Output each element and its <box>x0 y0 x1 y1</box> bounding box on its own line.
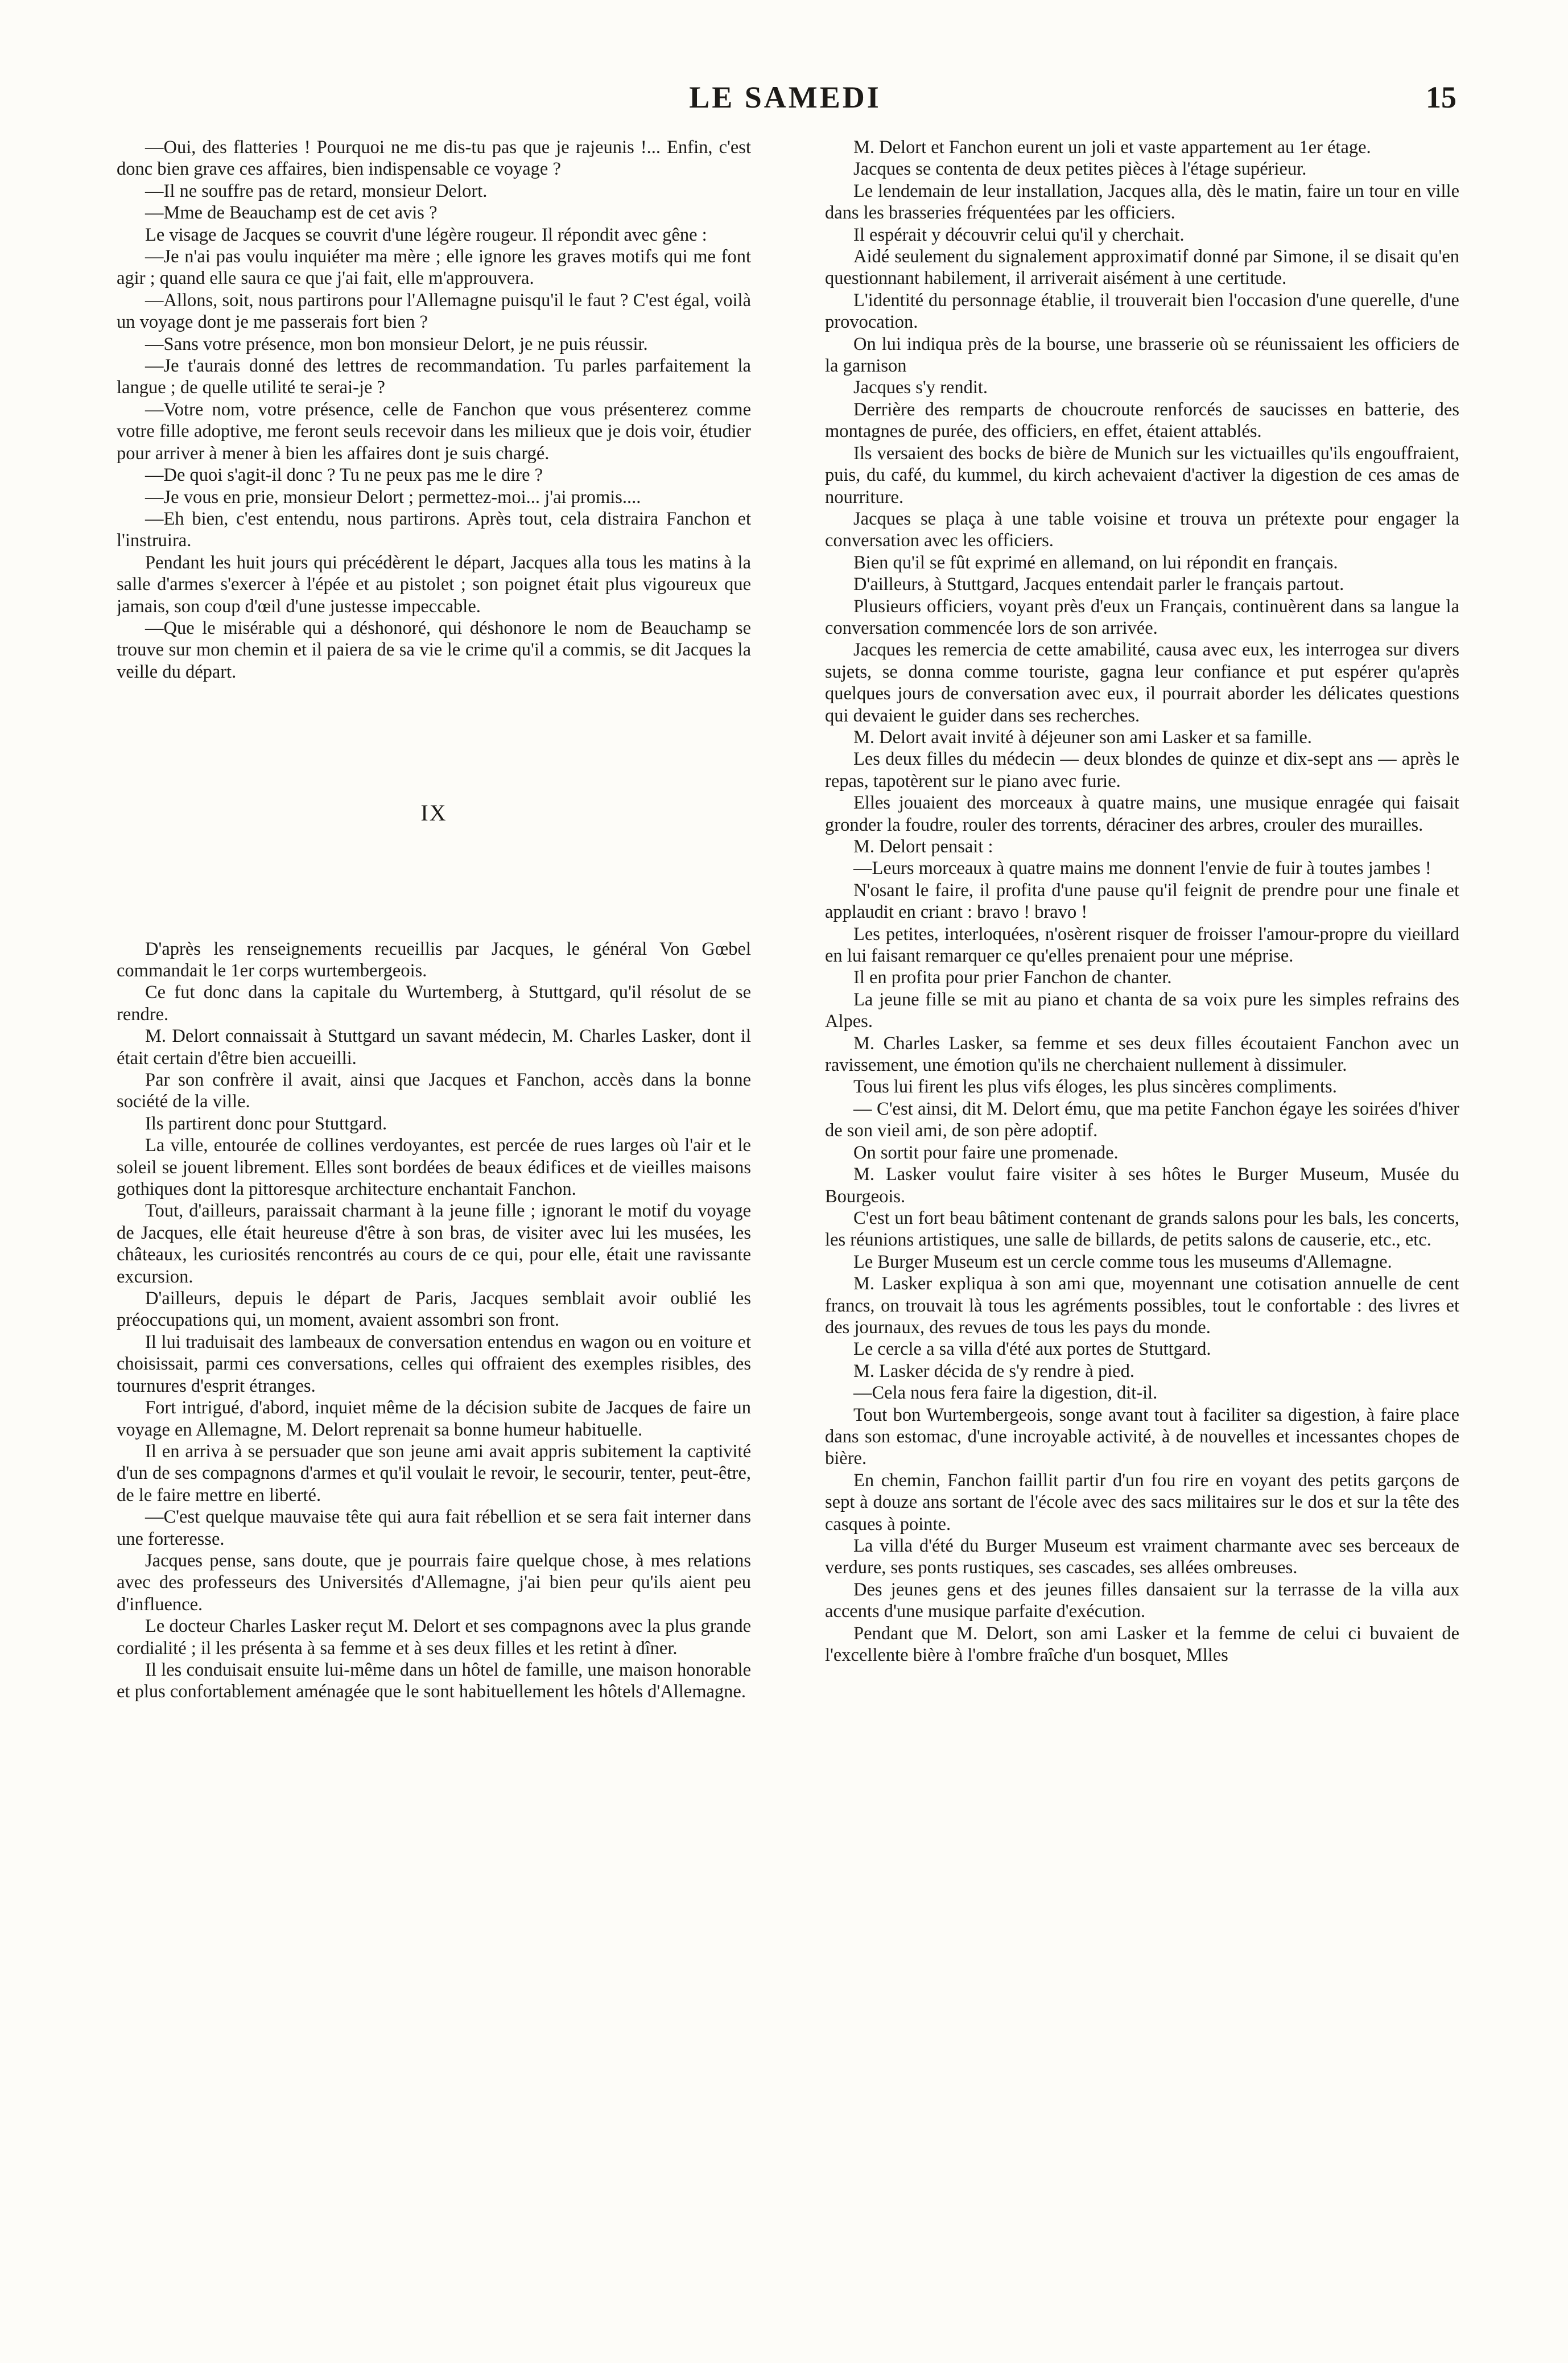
paragraph: Derrière des remparts de choucroute renforcés de saucisses en batterie, des montagnes de purée, des officiers, en effet, étaient attablés. <box>825 399 1459 442</box>
paragraph: —Je t'aurais donné des lettres de recommandation. Tu parles parfaitement la langue ; de quelle utilité te serai-je ? <box>117 356 751 398</box>
paragraph: —Eh bien, c'est entendu, nous partirons. Après tout, cela distraira Fanchon et l'instruira. <box>117 508 751 551</box>
paragraph: —Je vous en prie, monsieur Delort ; permettez-moi... j'ai promis.... <box>145 486 641 508</box>
page-header <box>114 80 1456 125</box>
paragraph: Aidé seulement du signalement approximatif donné par Simone, il se disait qu'en questionnant habilement, il arriverait aisément à une certitude. <box>825 246 1459 289</box>
paragraph: C'est un fort beau bâtiment contenant de grands salons pour les bals, les concerts, les réunions artistiques, une salle de billards, de petits salons de causerie, etc., etc. <box>825 1207 1459 1251</box>
paragraph: Elles jouaient des morceaux à quatre mains, une musique enragée qui faisait gronder la foudre, rouler des torrents, déraciner des arbres, crouler des murailles. <box>825 793 1459 835</box>
paragraph: Il les conduisait ensuite lui-même dans un hôtel de famille, une maison honorable et plus confortablement aménagée que le sont habituellement les hôtels d'Allemagne. <box>117 1659 751 1702</box>
paragraph: Ils partirent donc pour Stuttgard. <box>145 1113 387 1134</box>
left-column-opening-text <box>117 137 751 683</box>
paragraph: Le Burger Museum est un cercle comme tous les museums d'Allemagne. <box>853 1251 1392 1272</box>
paragraph: La villa d'été du Burger Museum est vraiment charmante avec ses berceaux de verdure, ses ponts rustiques, ses cascades, ses allées ombreuses. <box>825 1536 1459 1578</box>
paragraph: Fort intrigué, d'abord, inquiet même de la décision subite de Jacques de faire un voyage en Allemagne, M. Delort reprenait sa bonne humeur habituelle. <box>117 1397 751 1440</box>
paragraph: Jacques se plaça à une table voisine et trouva un prétexte pour engager la conversation avec les officiers. <box>825 508 1459 551</box>
paragraph: Bien qu'il se fût exprimé en allemand, on lui répondit en français. <box>853 552 1338 573</box>
running-title: LE SAMEDI <box>689 80 881 114</box>
paragraph: M. Lasker voulut faire visiter à ses hôtes le Burger Museum, Musée du Bourgeois. <box>825 1164 1459 1207</box>
paragraph: M. Charles Lasker, sa femme et ses deux filles écoutaient Fanchon avec un ravissement, une émotion qu'ils ne cherchaient nullement à dissimuler. <box>825 1033 1459 1076</box>
paragraph: En chemin, Fanchon faillit partir d'un fou rire en voyant des petits garçons de sept à douze ans sortant de l'école avec des sacs militaires sur le dos et sur la tête des casques à pointe. <box>825 1470 1459 1535</box>
paragraph: Tous lui firent les plus vifs éloges, les plus sincères compliments. <box>853 1077 1337 1098</box>
paragraph: —Leurs morceaux à quatre mains me donnent l'envie de fuir à toutes jambes ! <box>853 858 1431 879</box>
paragraph: D'après les renseignements recueillis par Jacques, le général Von Gœbel commandait le 1er corps wurtembergeois. <box>117 938 751 981</box>
paragraph: —Que le misérable qui a déshonoré, qui déshonore le nom de Beauchamp se trouve sur mon chemin et il paiera de sa vie le crime qu'il a commis, se dit Jacques la veille du départ. <box>117 617 751 682</box>
paragraph: Il en profita pour prier Fanchon de chanter. <box>853 967 1172 988</box>
paragraph: M. Delort avait invité à déjeuner son ami Lasker et sa famille. <box>853 727 1312 748</box>
paragraph: Jacques se contenta de deux petites pièces à l'étage supérieur. <box>853 159 1307 180</box>
paragraph: Le lendemain de leur installation, Jacques alla, dès le matin, faire un tour en ville dans les brasseries fréquentées par les officiers. <box>825 180 1459 224</box>
paragraph: —Mme de Beauchamp est de cet avis ? <box>145 203 438 224</box>
paragraph: La jeune fille se mit au piano et chanta de sa voix pure les simples refrains des Alpes. <box>825 989 1459 1032</box>
paragraph: M. Lasker décida de s'y rendre à pied. <box>853 1360 1135 1381</box>
paragraph: Jacques pense, sans doute, que je pourrais faire quelque chose, à mes relations avec des professeurs des Universités d'Allemagne, j'ai bien peur qu'ils aient peu d'influence. <box>117 1550 751 1615</box>
paragraph: Le visage de Jacques se couvrit d'une légère rougeur. Il répondit avec gêne : <box>145 224 707 245</box>
paragraph: Pendant les huit jours qui précédèrent le départ, Jacques alla tous les matins à la salle d'armes s'exercer à l'épée et au pistolet ; son poignet était plus vigoureux que jamais, son coup d'œil d'une justesse impeccable. <box>117 552 751 617</box>
paragraph: Jacques les remercia de cette amabilité, causa avec eux, les interrogea sur divers sujets, se donna comme touriste, gagna leur confiance et put espérer qu'après quelques jours de conversation avec eux, il pourrait aborder les délicates questions qui devaient le guider dans ses recherches. <box>825 640 1459 726</box>
paragraph: Des jeunes gens et des jeunes filles dansaient sur la terrasse de la villa aux accents d'une musique parfaite d'exécution. <box>825 1579 1459 1622</box>
paragraph: N'osant le faire, il profita d'une pause qu'il feignit de prendre pour une finale et applaudit en criant : bravo ! bravo ! <box>825 880 1459 923</box>
paragraph: —Je n'ai pas voulu inquiéter ma mère ; elle ignore les graves motifs qui me font agir ; quand elle saura ce que j'ai fait, elle m'approuvera. <box>117 246 751 289</box>
paragraph: — C'est ainsi, dit M. Delort ému, que ma petite Fanchon égaye les soirées d'hiver de son vieil ami, de son père adoptif. <box>825 1098 1459 1141</box>
paragraph: Ils versaient des bocks de bière de Munich sur les victuailles qu'ils engouffraient, puis, du café, du kummel, du kirch achevaient d'activer la digestion de ces amas de nourriture. <box>825 443 1459 508</box>
paragraph: On sortit pour faire une promenade. <box>853 1142 1119 1163</box>
paragraph: —Oui, des flatteries ! Pourquoi ne me dis-tu pas que je rajeunis !... Enfin, c'est donc bien grave ces affaires, bien indispensable ce voyage ? <box>117 137 751 180</box>
paragraph: —Il ne souffre pas de retard, monsieur Delort. <box>145 180 488 201</box>
paragraph: Jacques s'y rendit. <box>853 377 988 398</box>
paragraph: Pendant que M. Delort, son ami Lasker et la femme de celui ci buvaient de l'excellente bière à l'ombre fraîche d'un bosquet, Mlles <box>825 1623 1459 1666</box>
right-column <box>825 137 1459 2321</box>
paragraph: Plusieurs officiers, voyant près d'eux un Français, continuèrent dans sa langue la conversation commencée lors de son arrivée. <box>825 596 1459 638</box>
paragraph: Les petites, interloquées, n'osèrent risquer de froisser l'amour-propre du vieillard en lui faisant remarquer ce qu'elles prenaient pour une méprise. <box>825 923 1459 967</box>
paragraph: Tout, d'ailleurs, paraissait charmant à la jeune fille ; ignorant le motif du voyage de Jacques, elle était heureuse d'être à son bras, de visiter avec lui les musées, les châteaux, les curiosités rencontrés au cours de ce qui, pour elle, était une ravissante excursion. <box>117 1201 751 1287</box>
paragraph: Le docteur Charles Lasker reçut M. Delort et ses compagnons avec la plus grande cordialité ; il les présenta à sa femme et à ses deux filles et les retint à dîner. <box>117 1616 751 1659</box>
paragraph: Ce fut donc dans la capitale du Wurtemberg, à Stuttgard, qu'il résolut de se rendre. <box>117 982 751 1025</box>
paragraph: M. Delort et Fanchon eurent un joli et vaste appartement au 1er étage. <box>853 137 1371 158</box>
paragraph: —De quoi s'agit-il donc ? Tu ne peux pas me le dire ? <box>145 465 543 486</box>
paragraph: Par son confrère il avait, ainsi que Jacques et Fanchon, accès dans la bonne société de la ville. <box>117 1070 751 1112</box>
paragraph: —Allons, soit, nous partirons pour l'Allemagne puisqu'il le faut ? C'est égal, voilà un voyage dont je me passerais fort bien ? <box>117 290 751 333</box>
right-column-text <box>825 137 1459 1666</box>
paragraph: Le cercle a sa villa d'été aux portes de Stuttgard. <box>853 1339 1211 1360</box>
paragraph: L'identité du personnage établie, il trouverait bien l'occasion d'une querelle, d'une provocation. <box>825 290 1459 333</box>
left-column-chapter-text <box>117 938 751 1703</box>
paragraph: D'ailleurs, depuis le départ de Paris, Jacques semblait avoir oublié les préoccupations qui, un moment, avaient assombri son front. <box>117 1288 751 1331</box>
paragraph: Les deux filles du médecin — deux blondes de quinze et dix-sept ans — après le repas, tapotèrent sur le piano avec furie. <box>825 749 1459 791</box>
chapter-heading: IX <box>420 800 447 826</box>
paragraph: Il espérait y découvrir celui qu'il y cherchait. <box>853 224 1185 245</box>
paragraph: —C'est quelque mauvaise tête qui aura fait rébellion et se sera fait interner dans une forteresse. <box>117 1507 751 1549</box>
paragraph: On lui indiqua près de la bourse, une brasserie où se réunissaient les officiers de la garnison <box>825 333 1459 377</box>
paragraph: Tout bon Wurtembergeois, songe avant tout à faciliter sa digestion, à faire place dans son estomac, d'une incroyable activité, à de nouvelles et incessantes chopes de bière. <box>825 1404 1459 1469</box>
paragraph: La ville, entourée de collines verdoyantes, est percée de rues larges où l'air et le soleil se jouent librement. Elles sont bordées de beaux édifices et de vieilles maisons gothiques dont la pittoresque architecture enchantait Fanchon. <box>117 1135 751 1200</box>
paragraph: Il lui traduisait des lambeaux de conversation entendus en wagon ou en voiture et choisissait, parmi ces conversations, celles qui offraient des exemples risibles, des tournures d'esprit étranges. <box>117 1331 751 1396</box>
paragraph: —Sans votre présence, mon bon monsieur Delort, je ne puis réussir. <box>145 333 648 354</box>
page-number: 15 <box>1426 80 1456 114</box>
paragraph: M. Lasker expliqua à son ami que, moyennant une cotisation annuelle de cent francs, on trouvait là tous les agréments possibles, tout le confortable : des livres et des journaux, des revues de tous les pays du monde. <box>825 1273 1459 1338</box>
left-column <box>117 137 751 2321</box>
paragraph: D'ailleurs, à Stuttgard, Jacques entendait parler le français partout. <box>853 574 1344 595</box>
paragraph: —Cela nous fera faire la digestion, dit-il. <box>853 1383 1158 1404</box>
paragraph: Il en arriva à se persuader que son jeune ami avait appris subitement la captivité d'un de ses compagnons d'armes et qu'il voulait le revoir, le secourir, tenter, peut-être, de le faire mettre en liberté. <box>117 1441 751 1506</box>
paragraph: M. Delort connaissait à Stuttgard un savant médecin, M. Charles Lasker, dont il était certain d'être bien accueilli. <box>117 1026 751 1069</box>
paragraph: M. Delort pensait : <box>853 836 993 857</box>
paragraph: —Votre nom, votre présence, celle de Fanchon que vous présenterez comme votre fille adoptive, me feront seuls recevoir dans les milieux que je dois voir, étudier pour arriver à mener à bien les affaires dont je suis chargé. <box>117 399 751 464</box>
